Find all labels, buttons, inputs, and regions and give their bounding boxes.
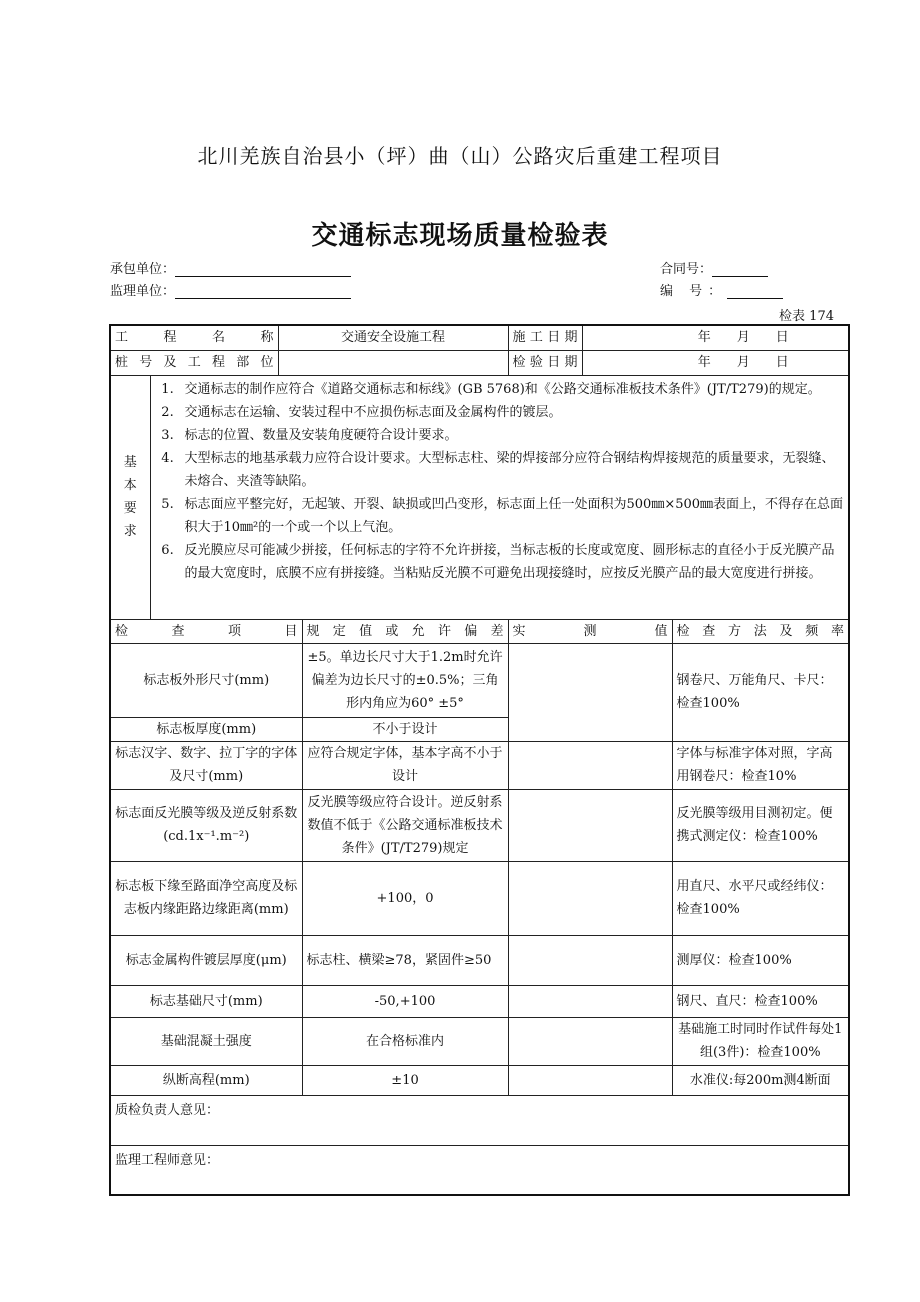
check-method: 字体与标准字体对照，字高用钢卷尺：检查10% xyxy=(672,741,849,789)
engineer-opinion[interactable] xyxy=(110,1145,849,1195)
check-method: 钢尺、直尺：检查100% xyxy=(672,985,849,1017)
engineer-opinion-row xyxy=(110,1145,849,1195)
check-spec: 不小于设计 xyxy=(302,717,508,741)
check-method: 测厚仪：检查100% xyxy=(672,935,849,985)
check-spec: ±5。单边长尺寸大于1.2m时允许偏差为边长尺寸的±0.5%；三角形内角应为60° ±5° xyxy=(302,643,508,717)
contractor-label: 承包单位： xyxy=(110,262,176,277)
check-item: 标志汉字、数字、拉丁字的字体及尺寸(mm) xyxy=(110,741,302,789)
check-spec: 应符合规定字体，基本字高不小于设计 xyxy=(302,741,508,789)
check-item: 纵断高程(mm) xyxy=(110,1065,302,1095)
check-measured[interactable] xyxy=(508,1017,672,1065)
construction-date-label: 施工日期 xyxy=(508,325,582,350)
project-value: 交通安全设施工程 xyxy=(278,325,508,350)
contractor-blank[interactable] xyxy=(175,262,351,277)
form-title: 交通标志现场质量检验表 xyxy=(311,221,609,251)
table-row xyxy=(110,1065,849,1095)
inspection-table xyxy=(109,324,850,1196)
inspection-date-value[interactable]: 年 月 日 xyxy=(582,350,849,375)
project-header: 北川羌族自治县小（坪）曲（山）公路灾后重建工程项目 xyxy=(197,144,723,168)
check-item: 标志板外形尺寸(mm) xyxy=(110,643,302,717)
serial-no-field xyxy=(660,280,783,299)
check-method: 钢卷尺、万能角尺、卡尺：检查100% xyxy=(672,643,849,741)
check-spec: +100，0 xyxy=(302,861,508,935)
check-measured[interactable] xyxy=(508,985,672,1017)
check-spec: ±10 xyxy=(302,1065,508,1095)
engineer-opinion-label: 监理工程师意见： xyxy=(115,1152,220,1168)
qc-opinion-label: 质检负责人意见： xyxy=(115,1102,220,1118)
col-measured-header: 实测值 xyxy=(508,619,672,643)
requirements-row xyxy=(110,375,849,619)
check-measured[interactable] xyxy=(508,643,672,741)
table-row xyxy=(110,861,849,935)
project-row xyxy=(110,325,849,350)
station-label: 桩号及工程部位 xyxy=(110,350,278,375)
check-spec: 反光膜等级应符合设计。逆反射系数值不低于《公路交通标准板技术条件》(JT/T279)规定 xyxy=(302,789,508,861)
contractor-field xyxy=(110,258,351,277)
check-measured[interactable] xyxy=(508,1065,672,1095)
project-label: 工程名称 xyxy=(110,325,278,350)
contract-no-label: 合同号： xyxy=(660,262,713,277)
check-spec: 标志柱、横梁≥78，紧固件≥50 xyxy=(302,935,508,985)
requirement-item: 3. 标志的位置、数量及安装角度硬符合设计要求。 xyxy=(161,427,458,443)
check-measured[interactable] xyxy=(508,861,672,935)
check-item: 标志金属构件镀层厚度(μm) xyxy=(110,935,302,985)
table-row xyxy=(110,789,849,861)
table-row xyxy=(110,741,849,789)
table-row xyxy=(110,935,849,985)
supervisor-label: 监理单位： xyxy=(110,284,176,299)
col-spec-header: 规定值或允许偏差 xyxy=(302,619,508,643)
requirements-list xyxy=(150,375,849,619)
contract-no-field xyxy=(660,258,768,277)
qc-opinion-row xyxy=(110,1095,849,1145)
table-row xyxy=(110,985,849,1017)
check-method: 基础施工时同时作试件每处1组(3件)：检查100% xyxy=(672,1017,849,1065)
check-item: 基础混凝土强度 xyxy=(110,1017,302,1065)
check-measured[interactable] xyxy=(508,789,672,861)
table-row xyxy=(110,1017,849,1065)
check-item: 标志基础尺寸(mm) xyxy=(110,985,302,1017)
check-spec: 在合格标准内 xyxy=(302,1017,508,1065)
supervisor-field xyxy=(110,280,351,299)
column-header-row xyxy=(110,619,849,643)
check-measured[interactable] xyxy=(508,935,672,985)
requirement-item: 2. 交通标志在运输、安装过程中不应损伤标志面及金属构件的镀层。 xyxy=(161,404,562,420)
col-method-header: 检查方法及频率 xyxy=(672,619,849,643)
contract-no-blank[interactable] xyxy=(712,262,768,277)
serial-no-label: 编 号： xyxy=(660,284,728,299)
requirement-item: 4. 大型标志的地基承载力应符合设计要求。大型标志柱、梁的焊接部分应符合钢结构焊接规范的质量要求，无裂缝、未熔合、夹渣等缺陷。 xyxy=(161,450,835,489)
requirement-item: 6. 反光膜应尽可能减少拼接，任何标志的字符不允许拼接，当标志板的长度或宽度、圆形标志的直径小于反光膜产品的最大宽度时，底膜不应有拼接缝。当粘贴反光膜不可避免出现接缝时，应按反光膜产品的最大宽度进行拼接。 xyxy=(161,542,835,581)
table-row xyxy=(110,643,849,717)
check-spec: -50,+100 xyxy=(302,985,508,1017)
requirement-item: 1. 交通标志的制作应符合《道路交通标志和标线》(GB 5768)和《公路交通标准板技术条件》(JT/T279)的规定。 xyxy=(161,381,821,397)
station-row xyxy=(110,350,849,375)
serial-no-blank[interactable] xyxy=(727,284,783,299)
check-item: 标志板下缘至路面净空高度及标志板内缘距路边缘距离(mm) xyxy=(110,861,302,935)
requirement-item: 5. 标志面应平整完好，无起皱、开裂、缺损或凹凸变形，标志面上任一处面积为500㎜×500㎜表面上，不得存在总面积大于10㎜²的一个或一个以上气泡。 xyxy=(161,496,844,535)
supervisor-blank[interactable] xyxy=(175,284,351,299)
inspection-date-label: 检验日期 xyxy=(508,350,582,375)
construction-date-value[interactable]: 年 月 日 xyxy=(582,325,849,350)
check-method: 用直尺、水平尺或经纬仪：检查100% xyxy=(672,861,849,935)
check-method: 反光膜等级用目测初定。便携式测定仪：检查100% xyxy=(672,789,849,861)
check-item: 标志面反光膜等级及逆反射系数(cd.1x⁻¹.m⁻²) xyxy=(110,789,302,861)
check-item: 标志板厚度(mm) xyxy=(110,717,302,741)
qc-opinion[interactable] xyxy=(110,1095,849,1145)
col-item-header: 检查项目 xyxy=(110,619,302,643)
check-measured[interactable] xyxy=(508,741,672,789)
station-value[interactable] xyxy=(278,350,508,375)
form-number: 检表 174 xyxy=(779,309,834,324)
check-method: 水准仪:每200m测4断面 xyxy=(672,1065,849,1095)
requirements-label: 基 本 要 求 xyxy=(110,375,150,619)
